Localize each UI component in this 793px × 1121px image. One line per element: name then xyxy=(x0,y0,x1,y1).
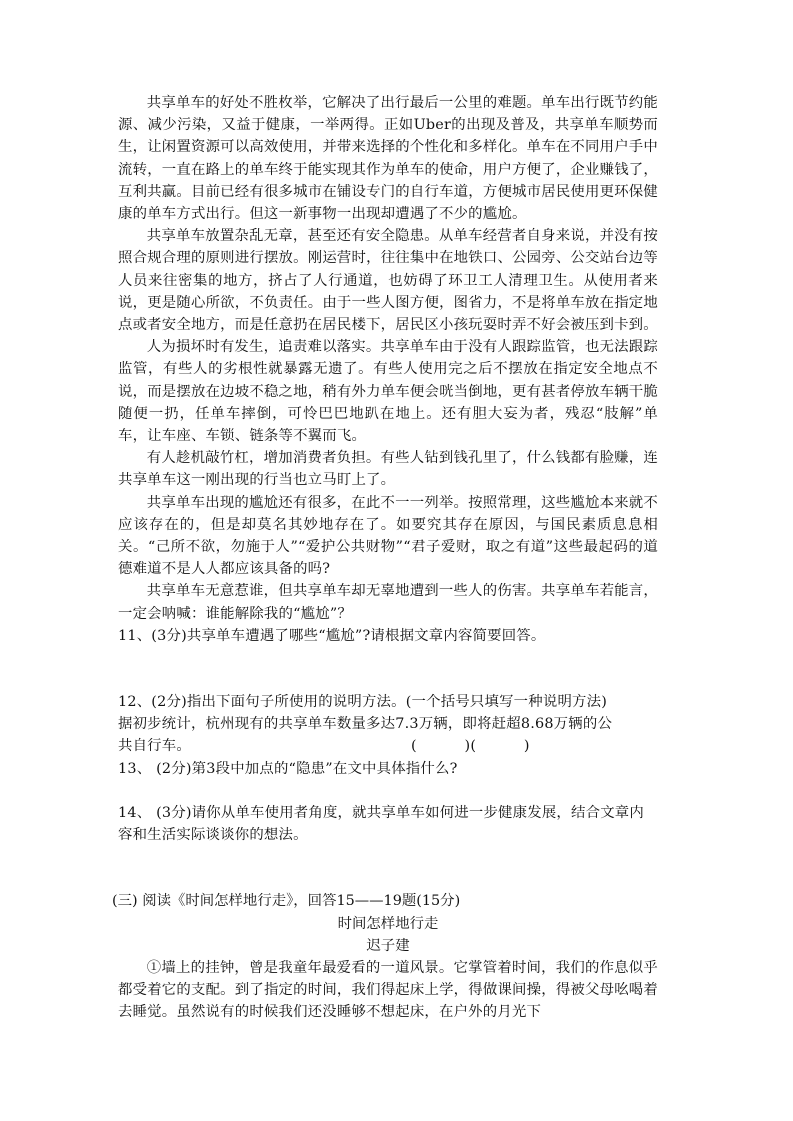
article-author: 迟子建 xyxy=(366,937,410,954)
answer-blanks-12[interactable]: ( )( ) xyxy=(410,738,530,755)
section-3-heading: (三) 阅读《时间怎样地行走》，回答15——19题(15分) xyxy=(112,893,461,910)
answer-space-14 xyxy=(118,846,658,890)
question-12-sentence: 据初步统计，杭州现有的共享单车数量多达7.3万辆，即将赶超8.68万辆的公 xyxy=(118,716,613,733)
document-page xyxy=(112,92,658,1024)
paragraph-1: 共享单车的好处不胜枚举，它解决了出行最后一公里的难题。单车出行既节约能源、减少污染，又益于健康，一举两得。正如Uber的出现及普及，共享单车顺势而生，让闲置资源可以高效使用，并带来选择的个性化和多样化。单车在不同用户手中流转，一直在路上的单车终于能实现其作为单车的使命，用户方便了，企业赚钱了，互利共赢。目前已经有很多城市在铺设专门的自行车道，方便城市居民使用更环保健康的单车方式出行。但这一新事物一出现却遭遇了不少的尴尬。 xyxy=(118,95,658,223)
article-title: 时间怎样地行走 xyxy=(337,915,439,932)
paragraph-5: 共享单车出现的尴尬还有很多，在此不一一列举。按照常理，这些尴尬本来就不应该存在的，但是却莫名其妙地存在了。如要究其存在原因，与国民素质息息相关。“己所不欲，勿施于人”“爱护公共财物”“君子爱财，取之有道”这些最起码的道德难道不是人人都应该具备的吗? xyxy=(118,494,658,578)
question-12: 12、(2分)指出下面句子所使用的说明方法。(一个括号只填写一种说明方法) xyxy=(118,694,608,711)
question-14: 14、 (3分)请你从单车使用者角度，就共享单车如何进一步健康发展，结合文章内容和生活实际谈谈你的想法。 xyxy=(118,804,644,844)
answer-space-13 xyxy=(118,780,658,802)
question-12-sentence-tail: 共自行车。 xyxy=(118,738,191,755)
question-11: 11、(3分)共享单车遭遇了哪些“尴尬”?请根据文章内容简要回答。 xyxy=(118,627,546,644)
question-12-sentence-end xyxy=(118,735,658,757)
question-13: 13、 (2分)第3段中加点的“隐患”在文中具体指什么? xyxy=(118,760,458,777)
paragraph-3: 人为损坏时有发生，追责难以落实。共享单车由于没有人跟踪监管，也无法跟踪监管，有些人的劣根性就暴露无遗了。有些人使用完之后不摆放在指定安全地点不说，而是摆放在边坡不稳之地，稍有外力单车便会咣当倒地，更有甚者停放车辆干脆随便一扔，任单车摔倒，可怜巴巴地趴在地上。还有胆大妄为者，残忍“肢解”单车，让车座、车锁、链条等不翼而飞。 xyxy=(118,339,658,445)
article-paragraph-1: ①墙上的挂钟，曾是我童年最爱看的一道风景。它掌管着时间，我们的作息似乎都受着它的支配。到了指定的时间，我们得起床上学，得做课间操，得被父母吆喝着去睡觉。虽然说有的时候我们还没睡够不想起床，在户外的月光下 xyxy=(118,959,658,1021)
paragraph-4: 有人趁机敲竹杠，增加消费者负担。有些人钻到钱孔里了，什么钱都有脸赚，连共享单车这一刚出现的行当也立马盯上了。 xyxy=(118,450,658,489)
answer-space-11 xyxy=(118,647,658,691)
paragraph-2: 共享单车放置杂乱无章，甚至还有安全隐患。从单车经营者自身来说，并没有按照合规合理的原则进行摆放。刚运营时，往往集中在地铁口、公园旁、公交站台边等人员来往密集的地方，挤占了人行通道，也妨碍了环卫工人清理卫生。从使用者来说，更是随心所欲，不负责任。由于一些人图方便，图省力，不是将单车放在指定地点或者安全地方，而是任意扔在居民楼下，居民区小孩玩耍时弄不好会被压到卡到。 xyxy=(118,228,658,334)
paragraph-6: 共享单车无意惹谁，但共享单车却无辜地遭到一些人的伤害。共享单车若能言，一定会呐喊：谁能解除我的“尴尬”？ xyxy=(118,583,658,622)
